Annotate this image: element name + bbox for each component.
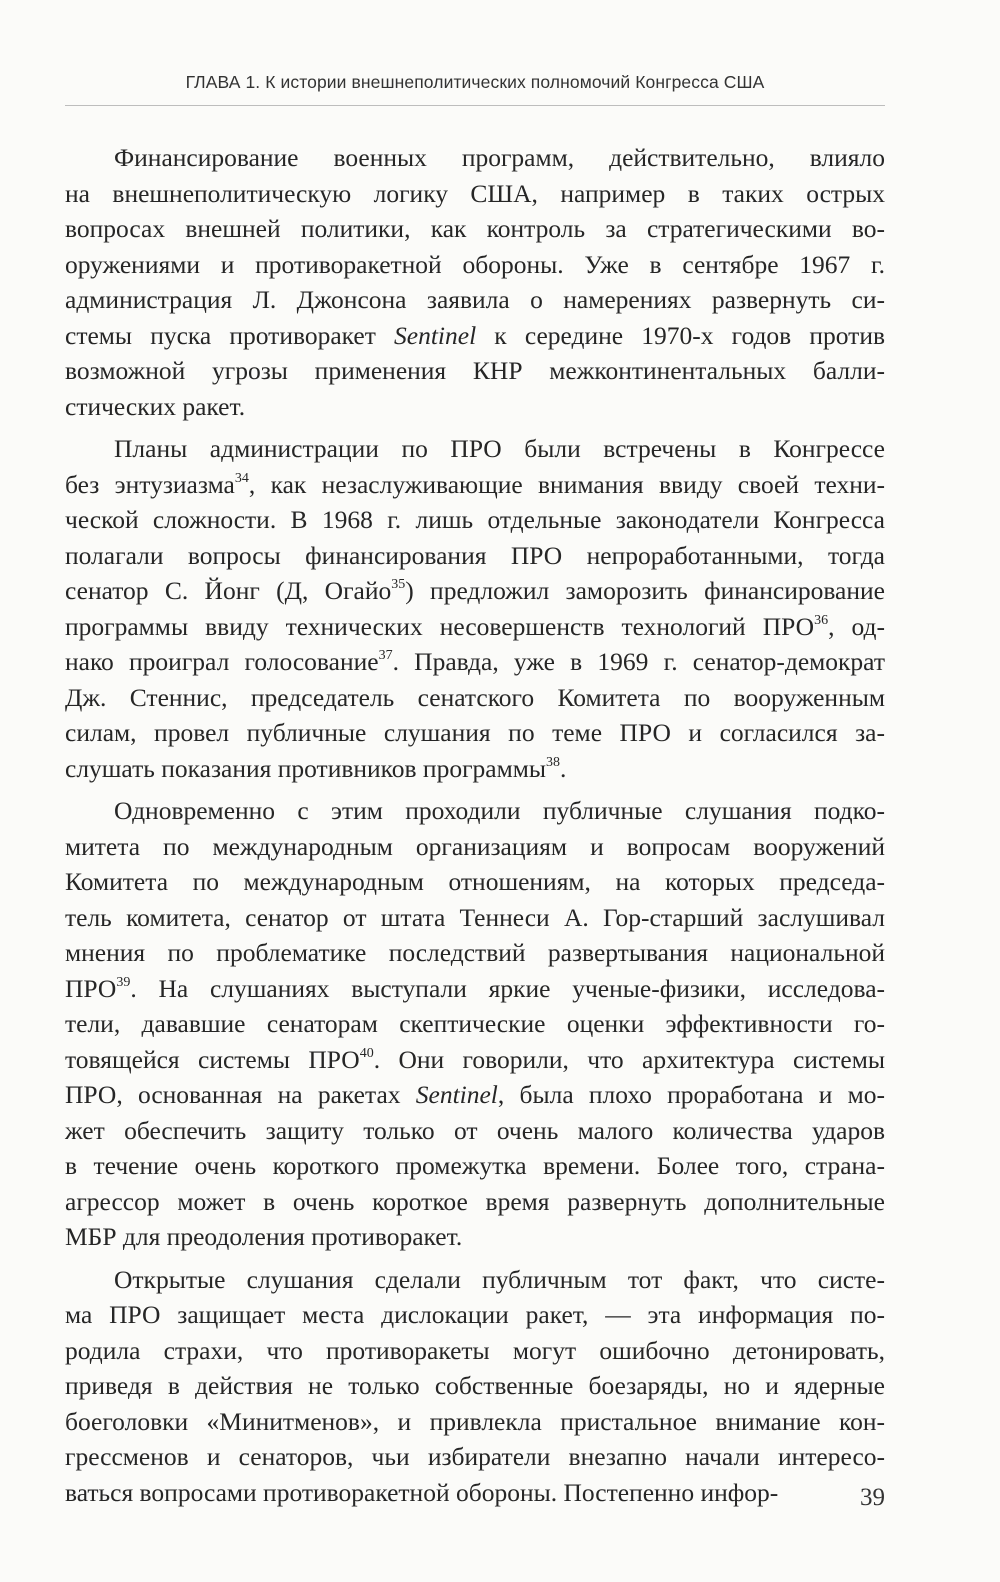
text-run: приведя в действия не только собственные боезаряды, но и ядерные xyxy=(65,1371,885,1400)
text-run: стемы пуска противоракет xyxy=(65,320,395,350)
text-line xyxy=(65,971,885,1007)
text-run: боеголовки «Минитменов», и привлекла пристальное внимание кон- xyxy=(65,1406,885,1436)
text-run: оружениями и противоракетной обороны. Уже в сентябре 1967 г. xyxy=(65,249,885,279)
text-line xyxy=(65,431,885,467)
text-run: ПРО, основанная на ракетах xyxy=(65,1080,416,1109)
text-run: к середине 1970-х годов против xyxy=(476,320,885,350)
text-line xyxy=(65,573,885,609)
text-line xyxy=(65,935,885,971)
text-run: на внешнеполитическую логику США, например в таких острых xyxy=(65,178,885,208)
text-line xyxy=(65,715,885,751)
text-run: тели, дававшие сенаторам скептические оценки эффективности го- xyxy=(65,1009,885,1038)
text-run: . Они говорили, что архитектура системы xyxy=(373,1044,885,1074)
text-line xyxy=(65,751,885,787)
text-run: агрессор может в очень короткое время развернуть дополнительные xyxy=(65,1186,885,1216)
text-run: , как незаслуживающие внимания ввиду своей техни- xyxy=(248,469,885,499)
text-run: Открытые слушания сделали публичным тот факт, что систе- xyxy=(114,1264,885,1294)
text-run: Одновременно с этим проходили публичные слушания подко- xyxy=(114,796,885,825)
text-run: . На слушаниях выступали яркие ученые-физики, исследова- xyxy=(130,973,885,1003)
text-run: ваться вопросами противоракетной обороны. Постепенно инфор- xyxy=(65,1477,779,1507)
text-run: без энтузиазма xyxy=(65,469,235,499)
footnote-ref: 39 xyxy=(116,974,131,990)
text-line xyxy=(65,1042,885,1078)
italic-term: Sentinel xyxy=(415,1080,498,1109)
text-line xyxy=(65,467,885,503)
paragraph xyxy=(65,793,885,1255)
text-run: грессменов и сенаторов, чьи избиратели внезапно начали интересо- xyxy=(65,1442,885,1471)
footnote-ref: 40 xyxy=(359,1045,374,1061)
text-run: жет обеспечить защиту только от очень малого количества ударов xyxy=(65,1115,885,1145)
text-line xyxy=(65,1262,885,1298)
text-line xyxy=(65,1219,885,1255)
text-run: нако проиграл голосование xyxy=(65,647,379,676)
text-line xyxy=(65,140,885,176)
text-run: ПРО xyxy=(65,973,117,1003)
footnote-ref: 34 xyxy=(234,470,249,486)
text-run: . Правда, уже в 1969 г. сенатор-демократ xyxy=(392,647,885,676)
text-run: Комитета по международным отношениям, на которых председа- xyxy=(65,867,885,896)
text-run: родила страхи, что противоракеты могут ошибочно детонировать, xyxy=(65,1335,885,1365)
text-line xyxy=(65,900,885,936)
text-run: силам, провел публичные слушания по теме ПРО и согласился за- xyxy=(65,718,885,747)
text-run: Планы администрации по ПРО были встречены в Конгрессе xyxy=(114,434,885,463)
footnote-ref: 38 xyxy=(546,754,561,770)
text-run: ческой сложности. В 1968 г. лишь отдельные законодатели Конгресса xyxy=(65,505,885,534)
text-line xyxy=(65,389,885,425)
text-run: ) предложил заморозить финансирование xyxy=(405,576,885,605)
text-run: сенатор С. Йонг (Д, Огайо xyxy=(65,576,392,605)
text-run: в течение очень короткого промежутка времени. Более того, страна- xyxy=(65,1151,885,1180)
text-line xyxy=(65,1006,885,1042)
text-run: Дж. Стеннис, председатель сенатского Комитета по вооруженным xyxy=(65,682,885,712)
text-line xyxy=(65,247,885,283)
page-number: 39 xyxy=(860,1484,885,1511)
text-line xyxy=(65,1439,885,1475)
text-run: возможной угрозы применения КНР межконтинентальных балли- xyxy=(65,356,885,385)
text-line xyxy=(65,1113,885,1149)
text-line xyxy=(65,1077,885,1113)
text-line xyxy=(65,864,885,900)
text-line xyxy=(65,1475,885,1511)
text-run: , од- xyxy=(828,611,886,641)
text-line xyxy=(65,1297,885,1333)
text-run: полагали вопросы финансирования ПРО непроработанными, тогда xyxy=(65,540,885,570)
text-line xyxy=(65,1368,885,1404)
text-run: администрация Л. Джонсона заявила о намерениях развернуть си- xyxy=(65,285,885,314)
text-line xyxy=(65,1184,885,1220)
text-line xyxy=(65,538,885,574)
text-line xyxy=(65,793,885,829)
italic-term: Sentinel xyxy=(394,320,477,350)
running-head: ГЛАВА 1. К истории внешнеполитических полномочий Конгресса США xyxy=(185,72,765,92)
text-line xyxy=(65,644,885,680)
text-line xyxy=(65,609,885,645)
text-run: митета по международным организациям и вопросам вооружений xyxy=(65,831,885,861)
text-line xyxy=(65,211,885,247)
text-run: Финансирование военных программ, действительно, влияло xyxy=(114,143,885,172)
text-run: . xyxy=(560,753,567,783)
text-line xyxy=(65,680,885,716)
text-line xyxy=(65,318,885,354)
footnote-ref: 37 xyxy=(378,648,393,663)
text-run: МБР для преодоления противоракет. xyxy=(65,1222,463,1251)
text-run: слушать показания противников программы xyxy=(65,753,547,783)
paragraph xyxy=(65,1262,885,1511)
text-run: тель комитета, сенатор от штата Теннеси А. Гор-старший заслушивал xyxy=(65,902,885,932)
text-line xyxy=(65,1404,885,1440)
text-run: товящейся системы ПРО xyxy=(65,1044,360,1074)
text-run: программы ввиду технических несовершенств технологий ПРО xyxy=(65,611,815,641)
text-run: ма ПРО защищает места дислокации ракет, — эта информация по- xyxy=(65,1300,885,1329)
text-line xyxy=(65,502,885,538)
text-line xyxy=(65,282,885,318)
text-line xyxy=(65,1333,885,1369)
text-run: вопросах внешней политики, как контроль за стратегическими во- xyxy=(65,214,885,243)
text-run: , была плохо проработана и мо- xyxy=(497,1080,885,1109)
paragraph xyxy=(65,140,885,424)
text-line xyxy=(65,829,885,865)
text-run: стических ракет. xyxy=(65,391,246,421)
text-run: мнения по проблематике последствий развертывания национальной xyxy=(65,938,885,967)
text-line xyxy=(65,353,885,389)
footnote-ref: 36 xyxy=(814,612,829,628)
paragraph xyxy=(65,431,885,786)
text-line xyxy=(65,1148,885,1184)
footnote-ref: 35 xyxy=(391,577,406,592)
text-line xyxy=(65,176,885,212)
header-rule xyxy=(65,105,885,106)
body-text xyxy=(65,140,885,1517)
